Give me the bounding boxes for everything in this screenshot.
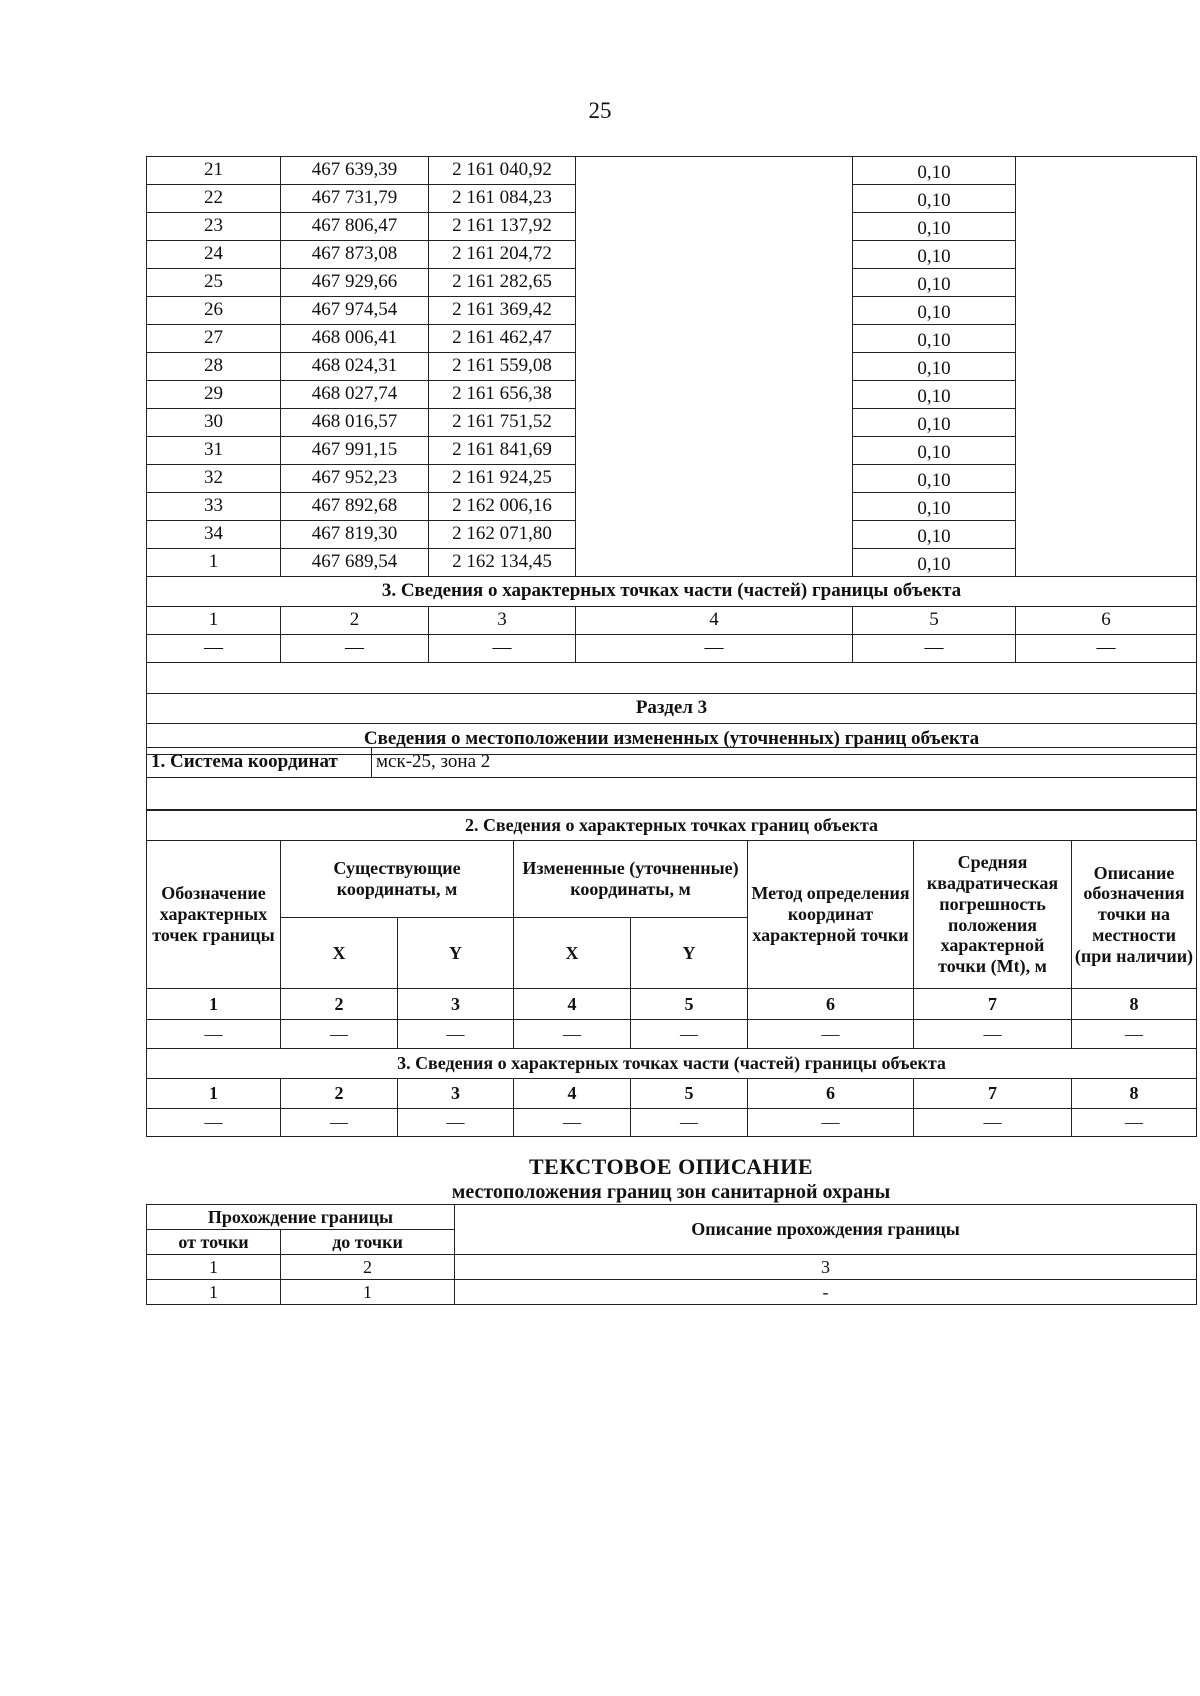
error-cell: 0,10 [853, 157, 1016, 185]
part-dash-cell: — [281, 635, 429, 663]
header-method: Метод определения координат характерной точки [748, 841, 914, 989]
point-number-cell: 22 [147, 185, 281, 213]
method-cell [576, 185, 853, 213]
method-cell [576, 269, 853, 297]
coordinates-table-body [147, 157, 1197, 577]
y-coordinate-cell: 2 162 071,80 [429, 521, 576, 549]
column-number: 1 [147, 1255, 281, 1280]
part-dash-cell: — [853, 635, 1016, 663]
error-cell: 0,10 [853, 241, 1016, 269]
header-from-point: от точки [147, 1230, 281, 1255]
x-coordinate-cell: 467 991,15 [281, 437, 429, 465]
description-cell [1016, 493, 1197, 521]
y-coordinate-cell: 2 161 751,52 [429, 409, 576, 437]
column-number: 8 [1072, 989, 1197, 1020]
point-number-cell: 25 [147, 269, 281, 297]
header-error: Средняя квадратическая погрешность положения характерной точки (Mt), м [914, 841, 1072, 989]
y-coordinate-cell: 2 161 137,92 [429, 213, 576, 241]
x-coordinate-cell: 468 027,74 [281, 381, 429, 409]
point-number-cell: 1 [147, 549, 281, 577]
dash-cell: — [514, 1109, 631, 1137]
x-coordinate-cell: 467 806,47 [281, 213, 429, 241]
header-boundary-passage: Прохождение границы [147, 1205, 455, 1230]
description-cell [1016, 241, 1197, 269]
part-dash-cell: — [1016, 635, 1197, 663]
description-cell [1016, 409, 1197, 437]
coordinate-system-table [146, 747, 1197, 810]
error-cell: 0,10 [853, 213, 1016, 241]
column-number: 1 [147, 989, 281, 1020]
blank-row [147, 778, 1197, 810]
error-cell: 0,10 [853, 437, 1016, 465]
coordinate-row [147, 325, 1197, 353]
dash-cell: — [748, 1109, 914, 1137]
dash-cell: — [914, 1109, 1072, 1137]
coordinates-table [146, 156, 1197, 755]
column-number: 7 [914, 1079, 1072, 1109]
point-number-cell: 23 [147, 213, 281, 241]
coordinate-row [147, 213, 1197, 241]
column-number: 7 [914, 989, 1072, 1020]
dash-cell: — [147, 1109, 281, 1137]
y-coordinate-cell: 2 162 006,16 [429, 493, 576, 521]
y-coordinate-cell: 2 161 204,72 [429, 241, 576, 269]
description-cell [1016, 465, 1197, 493]
x-coordinate-cell: 467 929,66 [281, 269, 429, 297]
dash-cell: — [631, 1020, 748, 1049]
point-number-cell: 21 [147, 157, 281, 185]
error-cell: 0,10 [853, 381, 1016, 409]
header-x-changed: X [514, 918, 631, 989]
column-number: 4 [514, 1079, 631, 1109]
error-cell: 0,10 [853, 549, 1016, 577]
column-number: 1 [147, 1079, 281, 1109]
dash-cell: — [281, 1109, 398, 1137]
dash-cell: — [748, 1020, 914, 1049]
point-number-cell: 31 [147, 437, 281, 465]
text-description-subtitle: местоположения границ зон санитарной охраны [451, 1181, 891, 1203]
dash-cell: — [1072, 1020, 1197, 1049]
part-header-cell: 2 [281, 607, 429, 635]
header-existing-coordinates: Существующие координаты, м [281, 841, 514, 918]
description-cell [1016, 269, 1197, 297]
coordinate-row [147, 157, 1197, 185]
description-cell [1016, 353, 1197, 381]
header-y-existing: Y [398, 918, 514, 989]
to-point-cell: 1 [281, 1280, 455, 1305]
description-cell [1016, 437, 1197, 465]
error-cell: 0,10 [853, 325, 1016, 353]
x-coordinate-cell: 467 892,68 [281, 493, 429, 521]
coordinate-system-value: мск-25, зона 2 [372, 748, 1197, 778]
part-header-cell: 4 [576, 607, 853, 635]
x-coordinate-cell: 468 016,57 [281, 409, 429, 437]
coordinate-row [147, 241, 1197, 269]
x-coordinate-cell: 467 952,23 [281, 465, 429, 493]
method-cell [576, 409, 853, 437]
column-number: 5 [631, 1079, 748, 1109]
y-coordinate-cell: 2 161 841,69 [429, 437, 576, 465]
point-number-cell: 27 [147, 325, 281, 353]
header-y-changed: Y [631, 918, 748, 989]
header-designation: Обозначение характерных точек границы [147, 841, 281, 989]
column-number: 5 [631, 989, 748, 1020]
y-coordinate-cell: 2 162 134,45 [429, 549, 576, 577]
header-changed-coordinates: Измененные (уточненные) координаты, м [514, 841, 748, 918]
y-coordinate-cell: 2 161 369,42 [429, 297, 576, 325]
coordinate-row [147, 465, 1197, 493]
blank-row [147, 663, 1197, 694]
error-cell: 0,10 [853, 521, 1016, 549]
part-header-cell: 3 [429, 607, 576, 635]
coordinate-system-label: 1. Система координат [147, 748, 372, 778]
point-number-cell: 30 [147, 409, 281, 437]
dash-cell: — [1072, 1109, 1197, 1137]
column-number: 4 [514, 989, 631, 1020]
part-dash-cell: — [147, 635, 281, 663]
column-number: 2 [281, 1255, 455, 1280]
dash-cell: — [631, 1109, 748, 1137]
error-cell: 0,10 [853, 185, 1016, 213]
part-header-cell: 5 [853, 607, 1016, 635]
description-cell: - [455, 1280, 1197, 1305]
y-coordinate-cell: 2 161 656,38 [429, 381, 576, 409]
column-number: 3 [455, 1255, 1197, 1280]
header-to-point: до точки [281, 1230, 455, 1255]
error-cell: 0,10 [853, 409, 1016, 437]
point-number-cell: 29 [147, 381, 281, 409]
method-cell [576, 353, 853, 381]
description-cell [1016, 325, 1197, 353]
y-coordinate-cell: 2 161 559,08 [429, 353, 576, 381]
from-point-cell: 1 [147, 1280, 281, 1305]
method-cell [576, 381, 853, 409]
method-cell [576, 493, 853, 521]
coordinate-row [147, 549, 1197, 577]
characteristic-points-table [146, 810, 1197, 1137]
method-cell [576, 437, 853, 465]
method-cell [576, 325, 853, 353]
dash-cell: — [281, 1020, 398, 1049]
coordinate-row [147, 353, 1197, 381]
method-cell [576, 521, 853, 549]
part-header-cell: 6 [1016, 607, 1197, 635]
part-dash-cell: — [576, 635, 853, 663]
boundary-description-table [146, 1204, 1197, 1305]
section-subtitle: Сведения о местоположении измененных (уточненных) границ объекта [147, 724, 1197, 755]
x-coordinate-cell: 467 873,08 [281, 241, 429, 269]
error-cell: 0,10 [853, 465, 1016, 493]
column-number: 8 [1072, 1079, 1197, 1109]
point-number-cell: 33 [147, 493, 281, 521]
column-number: 3 [398, 1079, 514, 1109]
point-number-cell: 34 [147, 521, 281, 549]
error-cell: 0,10 [853, 353, 1016, 381]
method-cell [576, 213, 853, 241]
error-cell: 0,10 [853, 269, 1016, 297]
coordinate-row [147, 381, 1197, 409]
x-coordinate-cell: 468 024,31 [281, 353, 429, 381]
coordinate-row [147, 269, 1197, 297]
x-coordinate-cell: 467 639,39 [281, 157, 429, 185]
method-cell [576, 157, 853, 185]
error-cell: 0,10 [853, 297, 1016, 325]
dash-cell: — [398, 1109, 514, 1137]
y-coordinate-cell: 2 161 282,65 [429, 269, 576, 297]
column-number: 3 [398, 989, 514, 1020]
description-cell [1016, 297, 1197, 325]
point-number-cell: 26 [147, 297, 281, 325]
part-points-heading: 3. Сведения о характерных точках части (частей) границы объекта [147, 1049, 1197, 1079]
error-cell: 0,10 [853, 493, 1016, 521]
coordinate-row [147, 437, 1197, 465]
point-number-cell: 24 [147, 241, 281, 269]
x-coordinate-cell: 467 689,54 [281, 549, 429, 577]
x-coordinate-cell: 467 974,54 [281, 297, 429, 325]
method-cell [576, 241, 853, 269]
header-x-existing: X [281, 918, 398, 989]
dash-cell: — [914, 1020, 1072, 1049]
section-title: Раздел 3 [147, 694, 1197, 724]
description-cell [1016, 157, 1197, 185]
dash-cell: — [398, 1020, 514, 1049]
description-cell [1016, 521, 1197, 549]
description-cell [1016, 549, 1197, 577]
points-table-heading: 2. Сведения о характерных точках границ объекта [147, 811, 1197, 841]
coordinate-row [147, 521, 1197, 549]
x-coordinate-cell: 468 006,41 [281, 325, 429, 353]
description-cell [1016, 185, 1197, 213]
column-number: 2 [281, 989, 398, 1020]
part-dash-cell: — [429, 635, 576, 663]
method-cell [576, 297, 853, 325]
coordinate-row [147, 297, 1197, 325]
y-coordinate-cell: 2 161 040,92 [429, 157, 576, 185]
header-boundary-description: Описание прохождения границы [455, 1205, 1197, 1255]
coordinate-row [147, 409, 1197, 437]
method-cell [576, 549, 853, 577]
page-number: 25 [588, 98, 612, 123]
description-cell [1016, 213, 1197, 241]
coordinate-row [147, 185, 1197, 213]
description-cell [1016, 381, 1197, 409]
part-points-heading: 3. Сведения о характерных точках части (частей) границы объекта [147, 577, 1197, 607]
column-number: 6 [748, 989, 914, 1020]
method-cell [576, 465, 853, 493]
x-coordinate-cell: 467 731,79 [281, 185, 429, 213]
part-header-cell: 1 [147, 607, 281, 635]
column-number: 2 [281, 1079, 398, 1109]
y-coordinate-cell: 2 161 462,47 [429, 325, 576, 353]
coordinate-row [147, 493, 1197, 521]
x-coordinate-cell: 467 819,30 [281, 521, 429, 549]
header-description: Описание обозначения точки на местности (при наличии) [1072, 841, 1197, 989]
y-coordinate-cell: 2 161 084,23 [429, 185, 576, 213]
text-description-title: ТЕКСТОВОЕ ОПИСАНИЕ [528, 1154, 813, 1179]
dash-cell: — [147, 1020, 281, 1049]
y-coordinate-cell: 2 161 924,25 [429, 465, 576, 493]
point-number-cell: 32 [147, 465, 281, 493]
column-number: 6 [748, 1079, 914, 1109]
point-number-cell: 28 [147, 353, 281, 381]
dash-cell: — [514, 1020, 631, 1049]
